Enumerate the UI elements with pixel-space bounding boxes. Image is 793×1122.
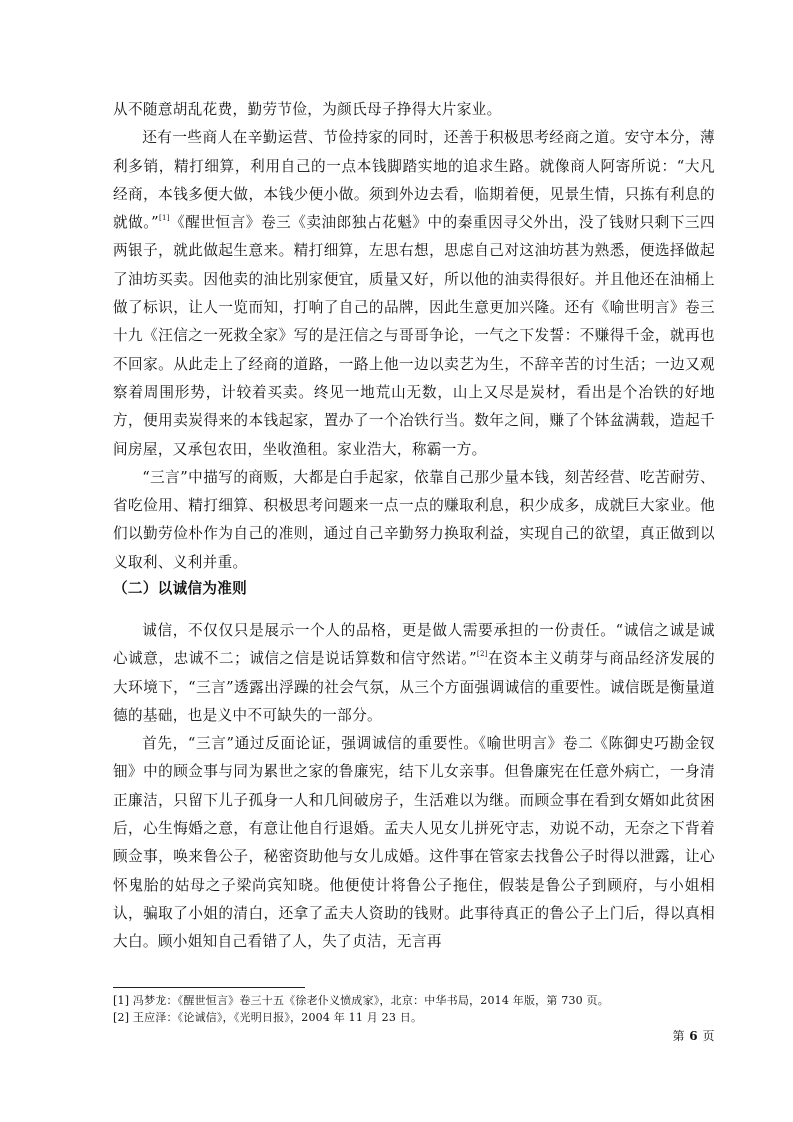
body-text-bottom xyxy=(113,617,715,957)
footnote-ref-2: [2] xyxy=(476,650,488,659)
page-number-suffix: 页 xyxy=(702,1029,715,1043)
paragraph-integrity xyxy=(113,617,715,730)
footnote-1: [1] 冯梦龙：《醒世恒言》卷三十五《徐老仆义愤成家》，北京：中华书局，2014 年版，第 730 页。 xyxy=(113,994,609,1007)
paragraph-text: 在资本主义萌芽与商品经济发展的大环境下，“三言”透露出浮躁的社会气氛，从三个方面强调诚信的重要性。诚信既是衡量道德的基础，也是义中不可缺失的一部分。 xyxy=(113,650,715,724)
page-number-prefix: 第 xyxy=(672,1029,685,1043)
page-number-value: 6 xyxy=(689,1029,699,1043)
footnote-divider xyxy=(113,987,305,988)
section-heading: （二）以诚信为准则 xyxy=(113,580,248,597)
paragraph-example: 首先，“三言”通过反面论证，强调诚信的重要性。《喻世明言》卷二《陈御史巧勘金钗钿》中的顾佥事与同为累世之家的鲁廉宪，结下儿女亲事。但鲁廉宪在任意外病亡，一身清正廉洁，只留下儿子孤身一人和几间破房子，生活难以为继。而顾佥事在看到女婿如此贫困后，心生悔婚之意，有意让他自行退婚。孟夫人见女儿拼死守志，劝说不动，无奈之下背着顾佥事，唤来鲁公子，秘密资助他与女儿成婚。这件事在管家去找鲁公子时得以泄露，让心怀鬼胎的姑母之子梁尚宾知晓。他便使计将鲁公子拖住，假装是鲁公子到顾府，与小姐相认，骗取了小姐的清白，还拿了孟夫人资助的钱财。此事待真正的鲁公子上门后，得以真相大白。顾小姐知自己看错了人，失了贞洁，无言再 xyxy=(113,735,715,951)
body-text-top xyxy=(113,96,715,577)
paragraph-merchant-thinking xyxy=(113,124,715,464)
footnote-2: [2] 王应泽：《论诚信》，《光明日报》，2004 年 11 月 23 日。 xyxy=(113,1011,423,1024)
page-number xyxy=(672,1027,715,1044)
paragraph-summary: “三言”中描写的商贩，大都是白手起家，依靠自己那少量本钱，刻苦经营、吃苦耐劳、省吃俭用、精打细算、积极思考问题来一点一点的赚取利息，积少成多，成就巨大家业。他们以勤劳俭朴作为自己的准则，通过自己辛勤努力换取利益，实现自己的欲望，真正做到以义取利、义利并重。 xyxy=(113,468,715,571)
paragraph-text: 诚信，不仅仅只是展示一个人的品格，更是做人需要承担的一份责任。“诚信之诚是诚心诚意，忠诚不二；诚信之信是说话算数和信守然诺。” xyxy=(113,622,715,668)
paragraph-continuation: 从不随意胡乱花费，勤劳节俭，为颜氏母子挣得大片家业。 xyxy=(113,101,502,118)
footnotes xyxy=(113,992,609,1026)
paragraph-text: 还有一些商人在辛勤运营、节俭持家的同时，还善于积极思考经商之道。安守本分，薄利多销，精打细算，利用自己的一点本钱脚踏实地的追求生路。就像商人阿寄所说：“大凡经商，本钱多便大做，本钱少便小做。须到外边去看，临期着便，见景生情，只拣有利息的就做。” xyxy=(113,129,715,232)
paragraph-text: 《醒世恒言》卷三《卖油郎独占花魁》中的秦重因寻父外出，没了钱财只剩下三四两银子，就此做起生意来。精打细算，左思右想，思虑自己对这油坊甚为熟悉，便选择做起了油坊买卖。因他卖的油比别家便宜，质量又好，所以他的油卖得很好。并且他还在油桶上做了标识，让人一览而知，打响了自己的品牌，因此生意更加兴隆。还有《喻世明言》卷三十九《汪信之一死救全家》写的是汪信之与哥哥争论，一气之下发誓：不赚得千金，就再也不回家。从此走上了经商的道路，一路上他一边以卖艺为生，不辞辛苦的讨生活；一边又观察着周围形势，计较着买卖。终见一地荒山无数，山上又尽是炭材，看出是个冶铁的好地方，便用卖炭得来的本钱起家，置办了一个冶铁行当。数年之间，赚了个钵盆满载，造起千间房屋，又承包农田，坐收渔租。家业浩大，称霸一方。 xyxy=(113,214,715,458)
footnote-ref-1: [1] xyxy=(158,214,170,223)
